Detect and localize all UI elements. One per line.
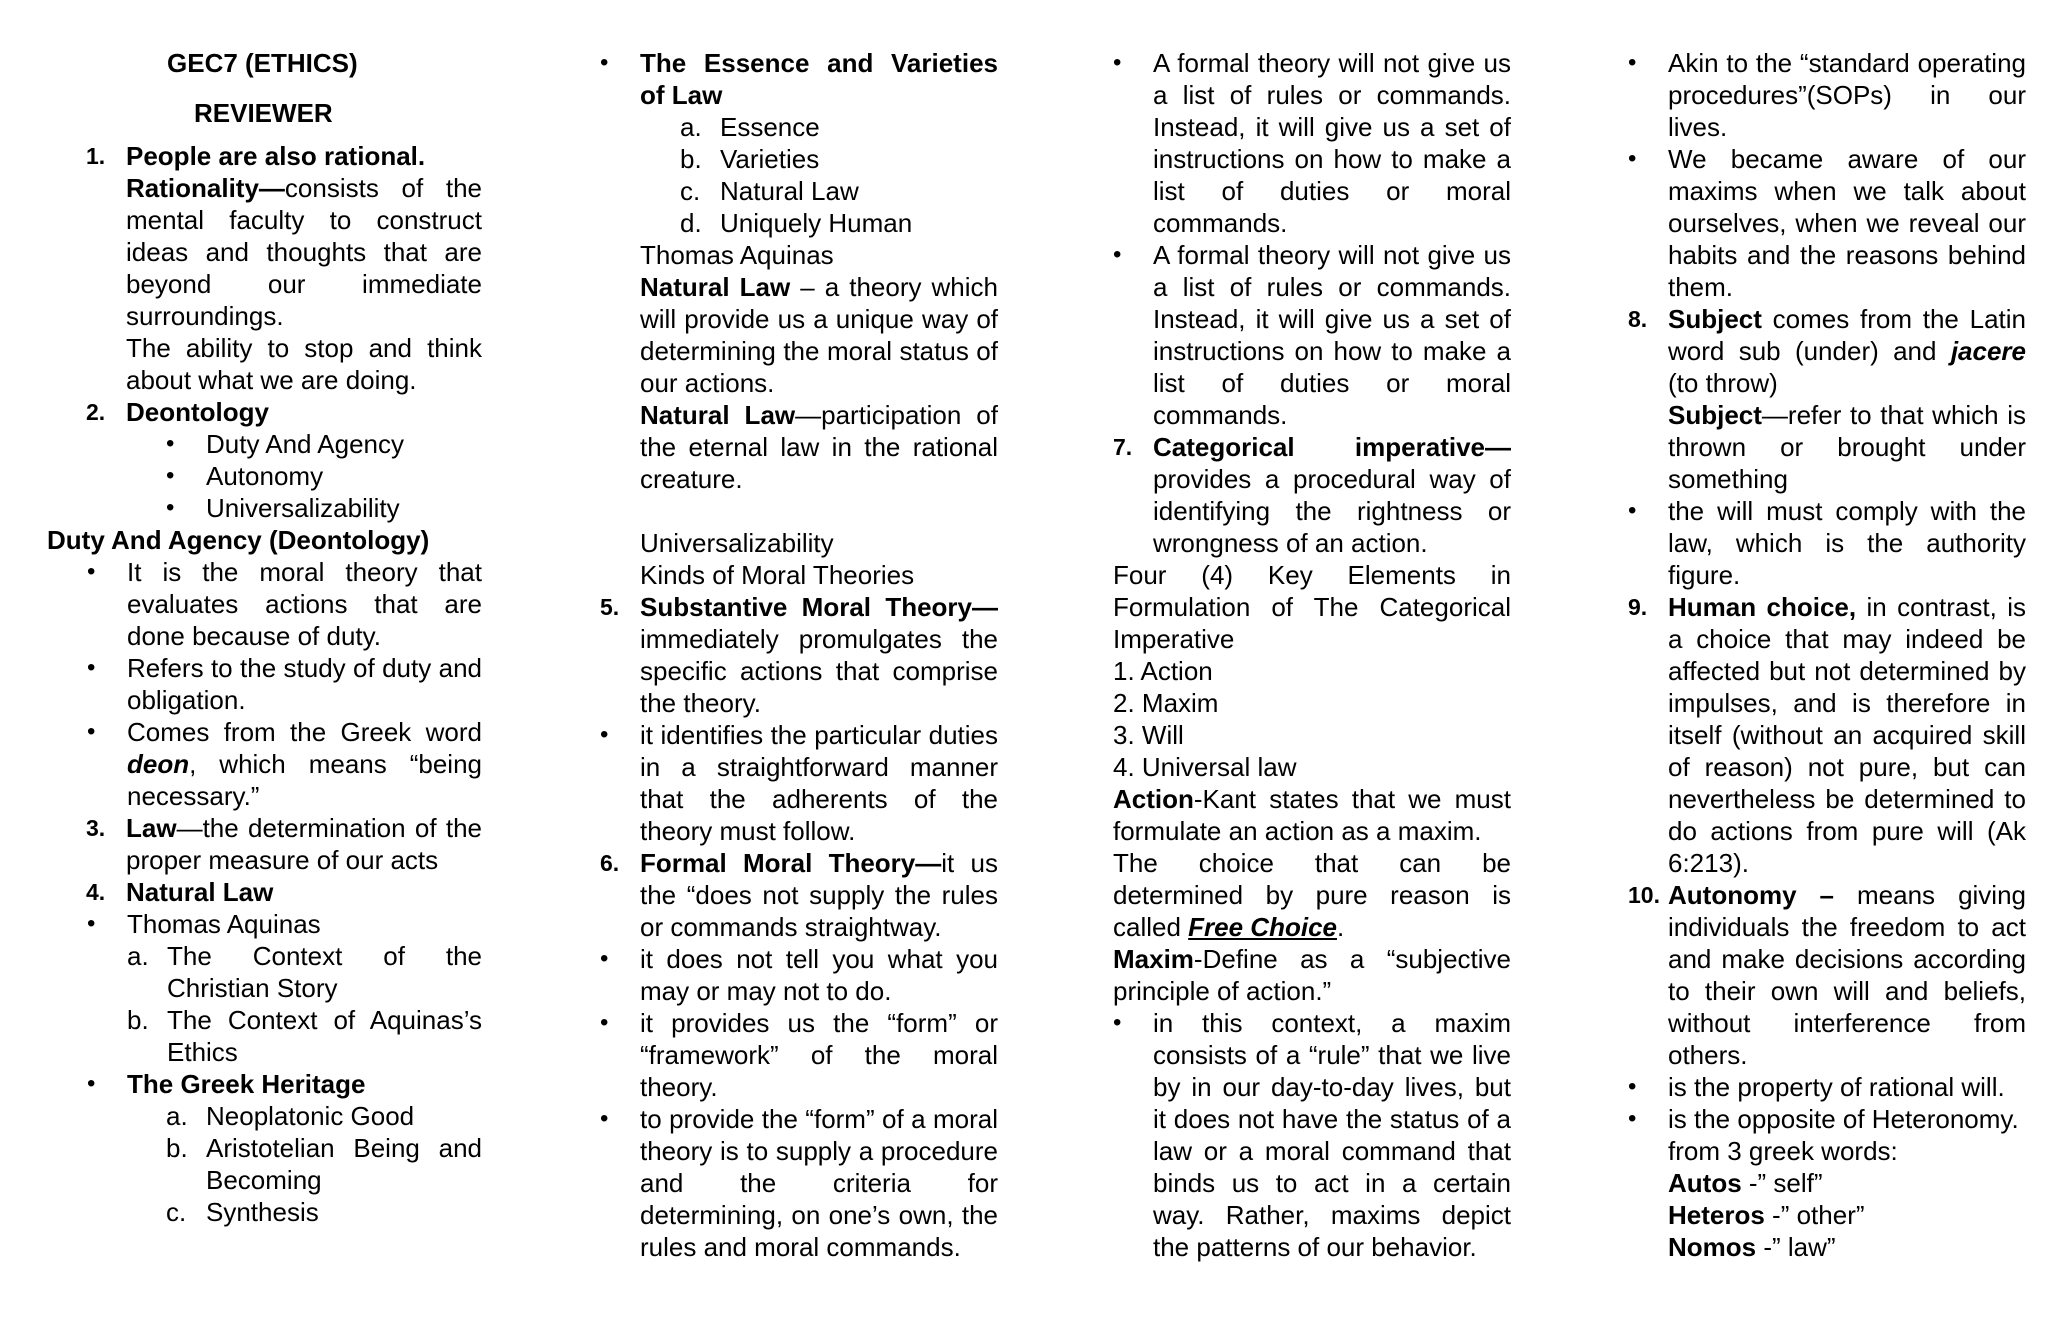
bullet-icon: • <box>600 1105 609 1132</box>
list-item: a. Neoplatonic Good <box>166 1101 415 1131</box>
list-item: • Comes from the Greek word deon, which means “being necessary.” <box>87 717 482 811</box>
item-number: 4. <box>86 879 106 905</box>
item-heading: Deontology <box>126 397 269 427</box>
bullet-icon: • <box>87 910 96 937</box>
list-item: • Universalizability <box>166 493 400 523</box>
paragraph: Four (4) Key Elements in Formulation of The Categorical Imperative <box>1113 560 1511 654</box>
section-heading: Duty And Agency (Deontology) <box>47 525 430 555</box>
greek-word: Nomos -” law” <box>1668 1232 1836 1262</box>
list-item: a. The Context of the Christian Story <box>127 941 482 1003</box>
list-item: • it identifies the particular duties in a straightforward manner that the adherents of the theory must follow. <box>600 720 998 846</box>
list-item: • the will must comply with the law, which is the authority figure. <box>1628 496 2026 590</box>
paragraph: Maxim-Define as a “subjective principle of action.” <box>1113 944 1511 1006</box>
list-item: 3. Will <box>1113 720 1184 750</box>
item-5: 5. Substantive Moral Theory— immediately promulgates the specific actions that comprise the theory. <box>600 592 998 718</box>
paragraph: Thomas Aquinas <box>640 240 834 270</box>
rationality-definition: Rationality—consists of the mental faculty to construct ideas and thoughts that are beyond our immediate surroundings. <box>126 173 482 331</box>
item-number: 5. <box>600 594 620 620</box>
list-item: • is the opposite of Heteronomy. <box>1628 1104 2019 1134</box>
item-6: 6. Formal Moral Theory—it us the “does not supply the rules or commands straightway. <box>600 848 999 942</box>
bullet-icon: • <box>1628 49 1637 76</box>
item-3: 3. Law—the determination of the proper measure of our acts <box>86 813 482 875</box>
bullet-icon: • <box>166 430 175 457</box>
paragraph: Natural Law—participation of the eternal law in the rational creature. <box>640 400 998 494</box>
bullet-icon: • <box>600 945 609 972</box>
list-item: d. Uniquely Human <box>680 208 913 238</box>
paragraph: Universalizability <box>640 528 834 558</box>
item-10: 10. Autonomy – means giving individuals the freedom to act and make decisions according to their own will and beliefs, without interference from others. <box>1628 880 2026 1070</box>
bullet-icon: • <box>600 49 609 76</box>
ability-text: The ability to stop and think about what we are doing. <box>126 333 482 395</box>
bullet-icon: • <box>600 721 609 748</box>
item-4 <box>86 876 482 908</box>
list-item: • We became aware of our maxims when we talk about ourselves, when we reveal our habits and the reasons behind them. <box>1628 144 2026 302</box>
bullet-icon: • <box>1113 1009 1122 1036</box>
paragraph: Kinds of Moral Theories <box>640 560 915 590</box>
bullet-icon: • <box>87 718 96 745</box>
column-4 <box>1628 47 2026 1263</box>
list-item: 4. Universal law <box>1113 752 1297 782</box>
list-item: • The Greek Heritage <box>87 1069 366 1099</box>
item-heading: Natural Law <box>126 877 274 907</box>
bullet-icon: • <box>1113 241 1122 268</box>
item-number: 3. <box>86 815 106 841</box>
list-item: • The Essence and Varieties of Law <box>600 48 998 110</box>
paragraph: The choice that can be determined by pure reason is called Free Choice. <box>1113 848 1511 942</box>
item-9: 9. Human choice, in contrast, is a choice that may indeed be affected but not determined by impulses, and is therefore in itself (without an acquired skill of reason) not pure, but can nevertheless be determined to do actions from pure will (Ak 6:213). <box>1628 592 2026 878</box>
greek-word: Heteros -” other” <box>1668 1200 1865 1230</box>
list-item: • Duty And Agency <box>166 429 405 459</box>
list-item: • Refers to the study of duty and obligation. <box>87 653 482 715</box>
item-number: 9. <box>1628 594 1648 620</box>
bullet-icon: • <box>1628 1073 1637 1100</box>
list-item: • in this context, a maxim consists of a “rule” that we live by in our day-to-day lives, but it does not have the status of a law or a moral command that binds us to act in a certain way. Rather, maxims depict the patterns of our behavior. <box>1113 1008 1511 1262</box>
list-item: • It is the moral theory that evaluates actions that are done because of duty. <box>87 557 482 651</box>
column-2 <box>600 47 998 1263</box>
item-number: 8. <box>1628 306 1648 332</box>
bullet-icon: • <box>166 462 175 489</box>
list-item: 2. Maxim <box>1113 688 1219 718</box>
list-item: • it provides us the “form” or “framework” of the moral theory. <box>600 1008 998 1102</box>
list-item: b. The Context of Aquinas’s Ethics <box>127 1005 482 1067</box>
paragraph: Natural Law – a theory which will provide us a unique way of determining the moral status of our actions. <box>640 272 998 398</box>
list-item: • to provide the “form” of a moral theory is to supply a procedure and the criteria for determining, on one’s own, the rules and moral commands. <box>600 1104 998 1262</box>
item-8: 8. Subject comes from the Latin word sub (under) and jacere (to throw) Subject—refer to that which is thrown or brought under something <box>1628 304 2026 494</box>
column-1 <box>47 47 482 1228</box>
bullet-icon: • <box>87 654 96 681</box>
bullet-icon: • <box>1113 49 1122 76</box>
item-number: 7. <box>1113 434 1133 460</box>
item-number: 10. <box>1628 882 1660 908</box>
greek-word: Autos -” self” <box>1668 1168 1823 1198</box>
column-3 <box>1113 47 1511 1263</box>
list-item: • Akin to the “standard operating procedures”(SOPs) in our lives. <box>1628 48 2026 142</box>
document-subtitle: REVIEWER <box>194 98 333 128</box>
list-item: b. Varieties <box>680 144 820 174</box>
list-item: b. Aristotelian Being and Becoming <box>166 1133 482 1195</box>
item-number: 6. <box>600 850 620 876</box>
bullet-icon: • <box>600 1009 609 1036</box>
list-item: • is the property of rational will. <box>1628 1072 2005 1102</box>
list-item: • Thomas Aquinas <box>87 909 321 939</box>
item-2 <box>86 396 482 428</box>
item-number: 1. <box>86 143 106 169</box>
item-number: 2. <box>86 399 106 425</box>
paragraph: from 3 greek words: <box>1668 1136 1898 1166</box>
list-item: • A formal theory will not give us a list of rules or commands. Instead, it will give us a set of instructions on how to make a list of duties or moral commands. <box>1113 240 1511 430</box>
item-7: 7. Categorical imperative— provides a procedural way of identifying the rightness or wrongness of an action. <box>1113 432 1511 558</box>
list-item: c. Synthesis <box>166 1197 319 1227</box>
bullet-icon: • <box>1628 145 1637 172</box>
list-item: c. Natural Law <box>680 176 859 206</box>
document-title: GEC7 (ETHICS) <box>167 48 358 78</box>
bullet-icon: • <box>87 1070 96 1097</box>
item-1 <box>86 140 482 396</box>
list-item: 1. Action <box>1113 656 1213 686</box>
list-item: • A formal theory will not give us a list of rules or commands. Instead, it will give us a set of instructions on how to make a list of duties or moral commands. <box>1113 48 1511 238</box>
bullet-icon: • <box>1628 1105 1637 1132</box>
bullet-icon: • <box>87 558 96 585</box>
bullet-icon: • <box>166 494 175 521</box>
list-item: • it does not tell you what you may or may not to do. <box>600 944 998 1006</box>
list-item: a. Essence <box>680 112 820 142</box>
bullet-icon: • <box>1628 497 1637 524</box>
list-item: • Autonomy <box>166 461 324 491</box>
paragraph: Action-Kant states that we must formulate an action as a maxim. <box>1113 784 1511 846</box>
item-heading: People are also rational. <box>126 141 426 171</box>
